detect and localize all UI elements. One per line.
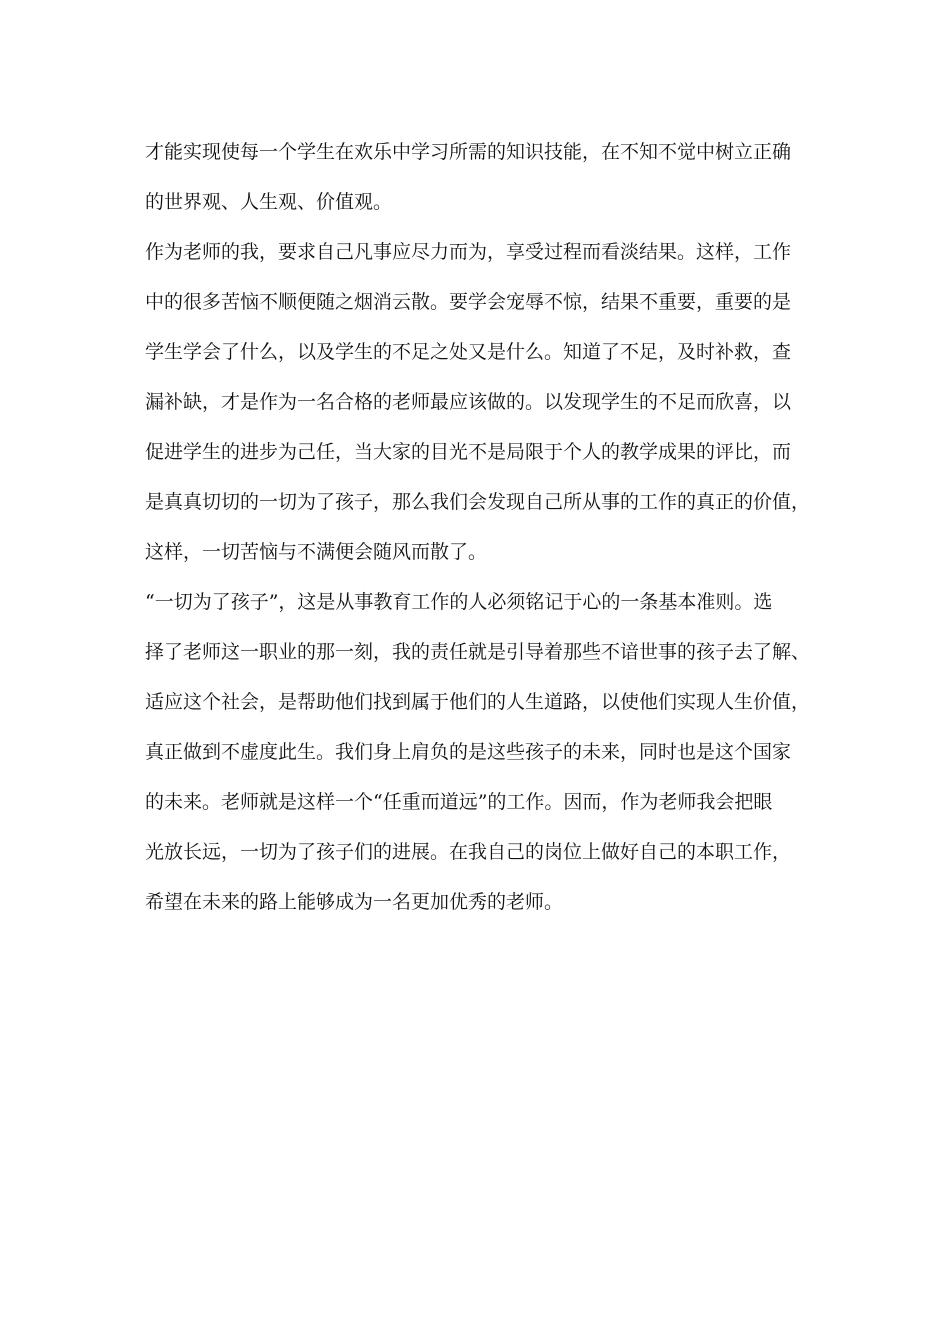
text-line: 这样，一切苦恼与不满便会随风而散了。: [145, 541, 488, 563]
text-line: 中的很多苦恼不顺便随之烟消云散。要学会宠辱不惊，结果不重要，重要的是: [145, 291, 792, 313]
text-line: 光放长远，一切为了孩子们的进展。在我自己的岗位上做好自己的本职工作，: [145, 841, 792, 863]
text-line: 才能实现使每一个学生在欢乐中学习所需的知识技能，在不知不觉中树立正确: [145, 141, 792, 163]
text-line: 真正做到不虚度此生。我们身上肩负的是这些孩子的未来，同时也是这个国家: [145, 741, 792, 763]
text-line: 择了老师这一职业的那一刻，我的责任就是引导着那些不谙世事的孩子去了解、: [145, 641, 811, 663]
text-line: 的世界观、人生观、价值观。: [145, 191, 393, 213]
text-line: 的未来。老师就是这样一个“任重而道远”的工作。因而，作为老师我会把眼: [145, 791, 773, 813]
text-line: 希望在未来的路上能够成为一名更加优秀的老师。: [145, 891, 564, 913]
text-line: 学生学会了什么，以及学生的不足之处又是什么。知道了不足，及时补救，查: [145, 341, 792, 363]
body-text: [145, 127, 825, 927]
text-line: “一切为了孩子”，这是从事教育工作的人必须铭记于心的一条基本准则。选: [145, 591, 773, 613]
text-line: 漏补缺，才是作为一名合格的老师最应该做的。以发现学生的不足而欣喜，以: [145, 391, 792, 413]
text-line: 是真真切切的一切为了孩子，那么我们会发现自己所从事的工作的真正的价值，: [145, 491, 811, 513]
text-line: 适应这个社会，是帮助他们找到属于他们的人生道路，以使他们实现人生价值，: [145, 691, 811, 713]
text-line: 作为老师的我，要求自己凡事应尽力而为，享受过程而看淡结果。这样，工作: [145, 241, 792, 263]
text-line: 促进学生的进步为己任，当大家的目光不是局限于个人的教学成果的评比，而: [145, 441, 792, 463]
